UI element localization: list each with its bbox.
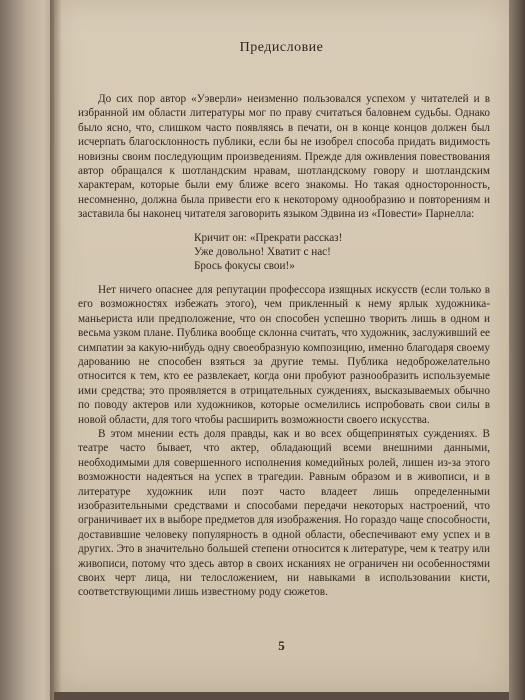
paragraph: До сих пор автор «Уэверли» неизменно пользовался успехом у читателей и в избранной им области литературы мог по праву считаться баловнем судьбы. Однако было ясно, что, слишком часто появляясь в печати, он в конце концов должен был исчерпать благосклонность публики, если бы не изобрел способа придать видимость новизны своим последующим произведениям. Прежде для оживления повествования автор обращался к шотландским нравам, шотландскому говору и шотландским характерам, которые были ему ближе всего знакомы. Но такая односторонность, несомненно, должна была привести его к некоторому однообразию и повторениям и заставила бы наконец читателя заговорить языком Эдвина из «Повести» Парнелла: xyxy=(78,93,490,221)
gutter-shadow xyxy=(50,0,62,700)
table-background-right xyxy=(509,0,525,700)
verse-line: Брось фокусы свои!» xyxy=(194,260,295,273)
page-title: Предисловие xyxy=(239,40,324,55)
book-page xyxy=(54,0,509,692)
verse-line: Уже довольно! Хватит с нас! xyxy=(194,246,331,259)
body-text xyxy=(78,92,490,600)
paragraph: Нет ничего опаснее для репутации профессора изящных искусств (если только в его возможностях избежать этого), чем прикленный к нему ярлык художника-маньериста или предположение, что он способен успешно творить лишь в одном и весьма узком плане. Публика вообще склонна считать, что художник, заслуживший ее симпатии за какую-нибудь одну своеобразную композицию, именно благодаря своему дарованию не способен взяться за другие темы. Публика недоброжелательно относится к тем, кто ее развлекает, когда они пробуют разнообразить используемые ими средства; это проявляется в отрицательных суждениях, высказываемых обычно по поводу актеров или художников, которые осмелились испробовать свои силы в новой области, для того чтобы расширить возможности своего искусства. xyxy=(78,283,490,426)
page-number: 5 xyxy=(278,638,285,653)
verse-quote xyxy=(78,231,490,274)
verse-line: Кричит он: «Прекрати рассказ! xyxy=(194,231,343,244)
paragraph: В этом мнении есть доля правды, как и во всех общепринятых суждениях. В театре часто бывает, что актер, обладающий всеми внешними данными, необходимыми для совершенного исполнения комедийных ролей, лишен из-за этого возможности надеяться на успех в трагедии. Равным образом и в живописи, и в литературе художник или поэт часто владеет лишь определенными изобразительными средствами и способами передачи некоторых настроений, что ограничивает их в выборе предметов для изображения. Но гораздо чаще способности, доставившие человеку популярность в одной области, обеспечивают ему успех и в других. Это в значительно большей степени относится к литературе, чем к театру или живописи, потому что здесь автор в своих исканиях не ограничен ни особенностями своих черт лица, ни телосложением, ни навыками в использовании кисти, соответствующими лишь известному роду сюжетов. xyxy=(78,427,490,599)
table-background-bottom xyxy=(54,692,509,700)
